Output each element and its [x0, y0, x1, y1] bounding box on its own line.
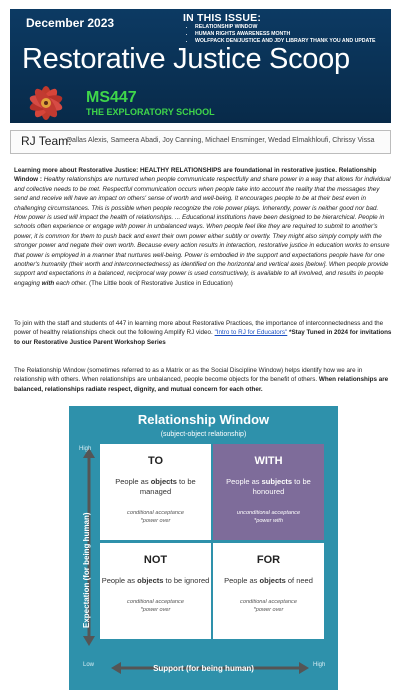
issue-item: • HUMAN RIGHTS AWARENESS MONTH [195, 31, 376, 38]
rj-team-box [10, 130, 391, 154]
quadrant-heading: FOR [256, 554, 281, 566]
intro-paragraph: Learning more about Restorative Justice: HEALTHY RELATIONSHIPS are foundational in restorative justice. Relationship Window : Healthy relationships are nurtured when people communicate respectfully and share power in a way that allows for individual and collective needs to be met. Respectful communication occurs when people take into account the reality that the messages they send and receive will have an impact on others' sense of worth and well-being. It encourages people to be at their best even in challenging circumstances. This is possible when people recognize the role power plays. Inherently, power is neither good nor bad. How power is used will impact the health of relationships. ... Educational institutions have been designed to be hierarchical. People in schools often experience or engage with power in unbalanced ways. When people feel like they are required to submit to another's power, it is common for them to push back and exert their own power either subtly or overtly. They might also simply comply with the stronger power and negate their own worth. Because every action results in interaction, restorative justice in education works to ensure that power is employed in a manner that nurtures well-being. Power is embodied in the support and expectations people have for one another's humanity (their worth and interconnectedness) as identified on the horizontal and vertical axes [below]. When people provide support and expectations in a balanced, reciprocal way power is used constructively, is available to all involved, and results in people engaging with each other. (The Little book of Restorative Justice in Education) [14, 167, 391, 287]
y-axis-high-label: High [79, 446, 92, 452]
x-axis-label: Support (for being human) [153, 664, 254, 673]
issue-list [183, 24, 376, 45]
intro-window-label: Relationship Window [14, 167, 377, 184]
in-this-issue [183, 12, 376, 45]
axis-low-label: Low [83, 662, 95, 668]
rj-team-label: RJ Team: [21, 134, 72, 148]
y-axis-label: Expectation (for being human) [82, 512, 91, 628]
quadrant-description: People as objects to be managed [115, 477, 196, 496]
axes-arrows-icon [69, 406, 338, 690]
join-paragraph [14, 319, 392, 347]
intro-citation: (The Little book of Restorative Justice in Education) [89, 279, 233, 287]
in-this-issue-label: IN THIS ISSUE: [183, 12, 262, 24]
issue-item: • WOLFPACK DEN/JUSTICE AND JDY LIBRARY THANK YOU AND UPDATE [195, 38, 376, 45]
graphic-subtitle: (subject-object relationship) [160, 431, 247, 438]
quadrant-heading: TO [147, 455, 164, 467]
quadrant-description: People as objects of need [224, 576, 313, 585]
issue-date: December 2023 [26, 16, 115, 30]
intro-body: Healthy relationships are nurtured when people communicate respectfully and share power in a way that allows for individual and collective needs to be met. Respectful communication occurs when people take into account the reality that the messages they send and receive will have an impact on others' sense of worth and well-being. It encourages people to be at their best even in challenging circumstances. This is possible when people recognize the role power plays. Inherently, power is neither good nor bad. How power is used will impact the health of relationships. ... Educational institutions have been designed to be hierarchical. People in schools often experience or engage with power in unbalanced ways. When people feel like they are required to submit to another's power, it is common for them to push back and exert their own power either subtly or overtly. They might also simply comply with the stronger power and negate their own worth. Because every action results in interaction, restorative justice in education works to ensure that power is employed in a manner that nurtures well-being. Power is embodied in the support and expectations people have for one another's humanity (their worth and interconnectedness) as identified on the horizontal and vertical axes [below]. When people provide support and expectations in a balanced, reciprocal way power is used constructively, is available to all involved, and results in people engaging [14, 176, 391, 287]
intro-body-bold: with [41, 279, 55, 287]
intro-lead: Learning more about Restorative Justice: [14, 167, 139, 174]
quadrant-note: conditional acceptance *power over [127, 510, 184, 524]
quadrant-note: conditional acceptance *power over [127, 599, 184, 613]
newsletter-title: Restorative Justice Scoop [22, 43, 350, 75]
window-text: The Relationship Window (sometimes referred to as a Matrix or as the Social Discipline Window) helps identify how we are in relationship with others. When relationships are unbalanced, people become objects for the benefit of others. [14, 367, 363, 384]
quadrant-description: People as subjects to be honoured [226, 477, 311, 496]
school-name: THE EXPLORATORY SCHOOL [86, 107, 215, 117]
stay-tuned-note: *Stay Tuned in 2024 for invitations to our Restorative Justice Parent Workshop Series [14, 329, 392, 346]
relationship-window-graphic [69, 406, 338, 690]
x-axis-high-label: High [313, 662, 326, 668]
amplify-video-link[interactable]: "Intro to RJ for Educators" [214, 329, 288, 337]
quadrant-heading: WITH [254, 455, 283, 467]
quadrant-heading: NOT [143, 554, 168, 566]
newsletter-banner [10, 9, 391, 123]
quadrant-note: unconditional acceptance *power with [236, 510, 301, 524]
school-code: MS447 [86, 89, 137, 106]
join-text: To join with the staff and students of 447 in learning more about Restorative Practices, the importance of interconnectedness and the power of healthy relationships check out the following Amplify RJ video. [14, 320, 384, 337]
issue-item: • RELATIONSHIP WINDOW [195, 24, 376, 31]
window-text-bold: When relationships are balanced, relationships radiate respect, dignity, and mutual concern for each other. [14, 376, 389, 393]
intro-headline: HEALTHY RELATIONSHIPS are foundational in restorative justice. [139, 167, 337, 174]
graphic-title: Relationship Window [137, 412, 270, 427]
rj-team-members: Dallas Alexis, Sameera Abadi, Joy Canning, Michael Ensminger, Wedad Elmakhloufi, Chrissy Vissa [67, 137, 375, 144]
quadrant-note: conditional acceptance *power over [240, 599, 297, 613]
flower-logo-icon [22, 81, 70, 123]
window-paragraph [14, 366, 392, 394]
quadrant-description: People as objects to be ignored [101, 576, 210, 585]
intro-body-end: each other. [56, 279, 88, 287]
